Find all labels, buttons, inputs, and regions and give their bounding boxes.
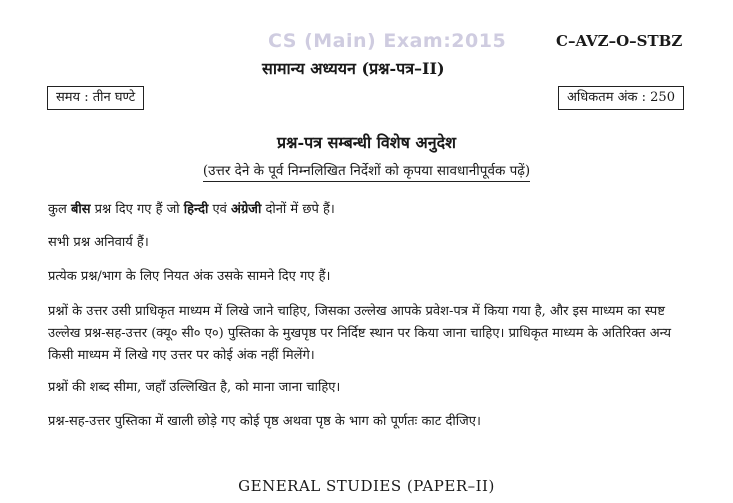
p1-text-g: दोनों में छपे हैं। bbox=[261, 202, 335, 217]
instruction-paragraph-6: प्रश्न-सह-उत्तर पुस्तिका में खाली छोड़े गए कोई पृष्ठ अथवा पृष्ठ के भाग को पूर्णतः काट दीजिए। bbox=[48, 414, 481, 429]
instructions-heading: प्रश्न-पत्र सम्बन्धी विशेष अनुदेश bbox=[277, 133, 456, 152]
instructions-subheading bbox=[0, 161, 733, 179]
time-box: समय : तीन घण्टे bbox=[47, 86, 144, 110]
max-marks-box: अधिकतम अंक : 250 bbox=[558, 86, 684, 110]
paper-code: C–AVZ–O–STBZ bbox=[556, 32, 683, 50]
p1-bold-english: अंग्रेजी bbox=[231, 202, 262, 217]
instruction-paragraph-5: प्रश्नों की शब्द सीमा, जहाँ उल्लिखित है, को माना जाना चाहिए। bbox=[48, 380, 341, 395]
english-paper-title: GENERAL STUDIES (PAPER–II) bbox=[238, 477, 495, 495]
exam-watermark: CS (Main) Exam:2015 bbox=[268, 30, 507, 52]
p1-text-a: कुल bbox=[48, 202, 71, 217]
instructions-subheading-text: (उत्तर देने के पूर्व निम्नलिखित निर्देशों को कृपया सावधानीपूर्वक पढ़ें) bbox=[203, 163, 530, 182]
paper-title-hindi: सामान्य अध्ययन (प्रश्न-पत्र–II) bbox=[262, 59, 445, 78]
p1-text-e: एवं bbox=[208, 202, 232, 217]
instruction-paragraph-4: प्रश्नों के उत्तर उसी प्राधिकृत माध्यम में लिखे जाने चाहिए, जिसका उल्लेख आपके प्रवेश-पत्र में किया गया है, और इस माध्यम का स्पष्ट उल्लेख प्रश्न-सह-उत्तर (क्यू० सी० ए०) पुस्तिका के मुखपृष्ठ पर निर्दिष्ट स्थान पर किया जाना चाहिए। प्राधिकृत माध्यम के अतिरिक्त अन्य किसी माध्यम में लिखे गए उत्तर पर कोई अंक नहीं मिलेंगे। bbox=[48, 304, 672, 363]
instruction-paragraph-3: प्रत्येक प्रश्न/भाग के लिए नियत अंक उसके सामने दिए गए हैं। bbox=[48, 269, 331, 284]
p1-bold-hindi: हिन्दी bbox=[183, 202, 209, 217]
p1-text-c: प्रश्न दिए गए हैं जो bbox=[90, 202, 184, 217]
instruction-paragraph-2: सभी प्रश्न अनिवार्य हैं। bbox=[48, 235, 149, 250]
p1-bold-count: बीस bbox=[70, 202, 91, 217]
instruction-paragraph-1 bbox=[48, 199, 688, 221]
